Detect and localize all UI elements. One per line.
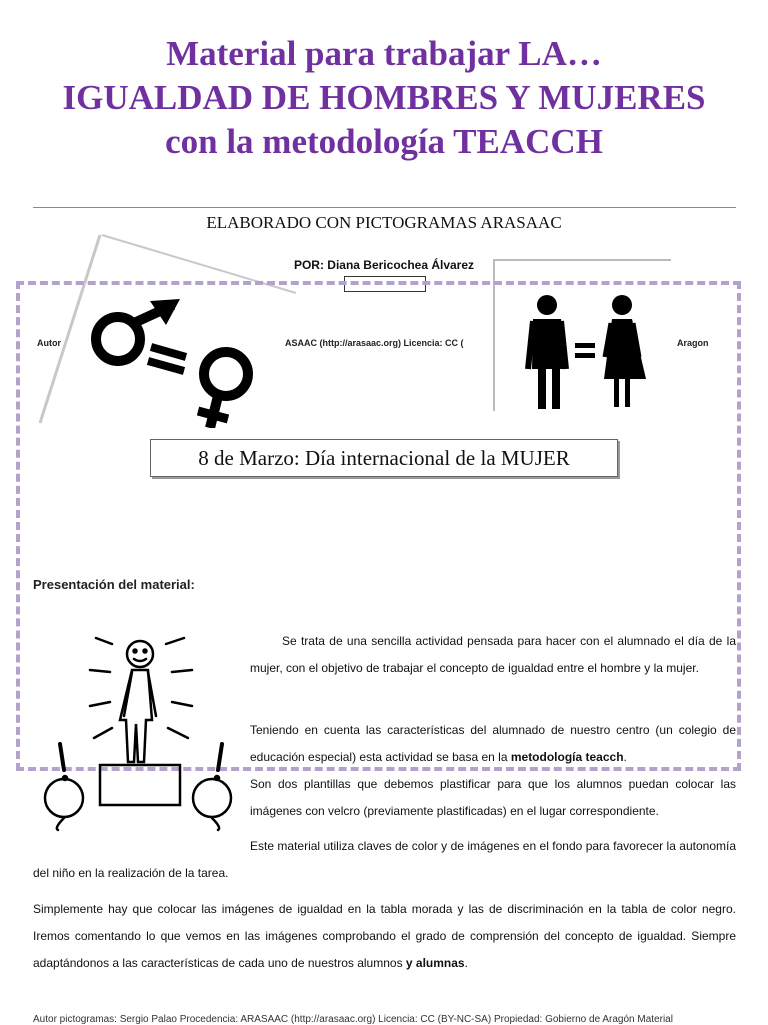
credit-left: Autor xyxy=(37,338,61,348)
paragraph-2-text: Teniendo en cuenta las características del alumnado de nuestro centro (un colegio de educación especial) esta actividad se basa en la xyxy=(250,723,736,764)
credit-right: Aragon xyxy=(677,338,709,348)
title-line-3: con la metodología TEACCH xyxy=(165,122,603,161)
paragraph-5-text: Simplemente hay que colocar las imágenes de igualdad en la tabla morada y las de discriminación en la tabla de color negro. Iremos comentando lo que vemos en las imágenes comprobando el grado de comprensión del concepto de igualdad. Siempre adaptándonos a las características de cada uno de nuestros alumnos xyxy=(33,902,736,970)
title-line-1: Material para trabajar LA… xyxy=(166,34,602,73)
paragraph-2-end: . xyxy=(623,750,627,764)
title-line-2: IGUALDAD DE HOMBRES Y MUJERES xyxy=(62,78,706,117)
empty-box xyxy=(344,276,426,292)
paragraph-5-end: . xyxy=(464,956,468,970)
paragraph-3: Son dos plantillas que debemos plastificar para que los alumnos puedan colocar las imágenes con velcro (previamente plastificadas) en el lugar correspondiente. xyxy=(250,777,736,818)
paragraph-4: Este material utiliza claves de color y de imágenes en el fondo para favorecer la autonomía del niño en la realización de la tarea. xyxy=(33,839,736,880)
horizontal-rule xyxy=(33,207,736,208)
paragraph-5-bold: y alumnas xyxy=(405,956,465,970)
paragraph-1: Se trata de una sencilla actividad pensada para hacer con el alumnado el día de la mujer, con el objetivo de trabajar el concepto de igualdad entre el hombre y la mujer. xyxy=(250,634,736,675)
subtitle: ELABORADO CON PICTOGRAMAS ARASAAC xyxy=(206,213,562,232)
footer-credits: Autor pictogramas: Sergio Palao Procedencia: ARASAAC (http://arasaac.org) Licencia: CC (BY-NC-SA) Propiedad: Gobierno de Aragón Material xyxy=(33,1014,673,1025)
womens-day-banner: 8 de Marzo: Día internacional de la MUJER xyxy=(150,439,618,477)
standing-person-podium-icon xyxy=(38,632,238,832)
credit-middle: ASAAC (http://arasaac.org) Licencia: CC ( xyxy=(285,338,464,348)
section-heading: Presentación del material: xyxy=(33,577,195,592)
author-line: POR: Diana Bericochea Álvarez xyxy=(293,258,475,272)
paragraph-2 xyxy=(250,717,736,771)
paragraph-5 xyxy=(33,896,736,977)
paragraph-2-bold: metodología teacch xyxy=(510,750,624,764)
man-equals-woman-icon xyxy=(493,259,671,411)
page-title xyxy=(0,32,768,164)
